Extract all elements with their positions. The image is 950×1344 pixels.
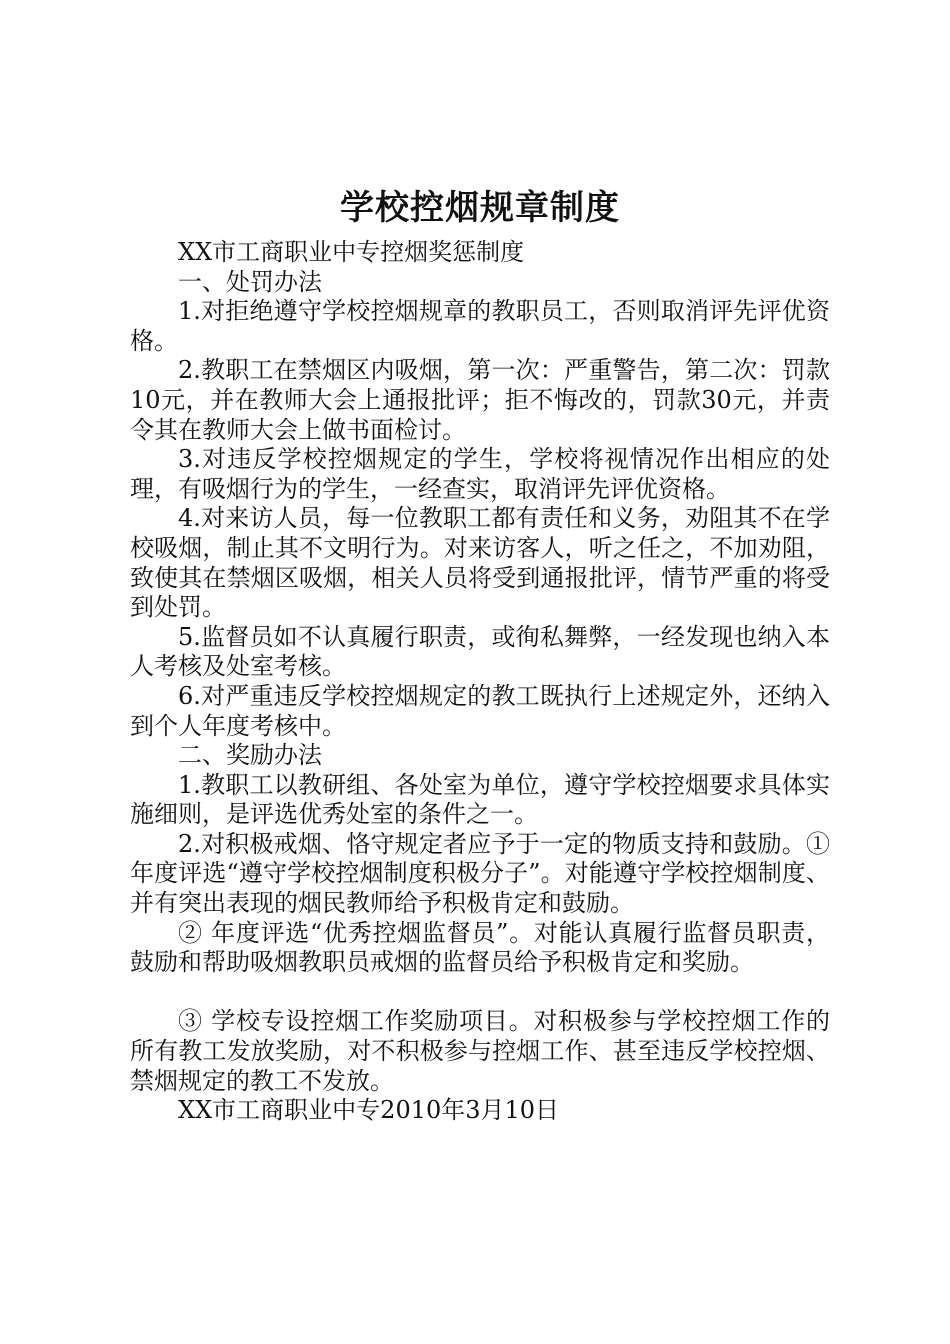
- penalty-item-6: 6.对严重违反学校控烟规定的教工既执行上述规定外，还纳入到个人年度考核中。: [130, 681, 830, 740]
- document-title: 学校控烟规章制度: [340, 188, 620, 228]
- document-page: [130, 178, 830, 1126]
- section-heading-rewards: 二、奖励办法: [178, 741, 322, 770]
- section-heading-penalties: 一、处罚办法: [178, 267, 322, 296]
- penalty-item-4: 4.对来访人员，每一位教职工都有责任和义务，劝阻其不在学校吸烟，制止其不文明行为。对来访客人，听之任之，不加劝阻，致使其在禁烟区吸烟，相关人员将受到通报批评，情节严重的将受到处罚。: [130, 504, 830, 622]
- reward-item-2: 2.对积极戒烟、恪守规定者应予于一定的物质支持和鼓励。①年度评选“遵守学校控烟制度积极分子”。对能遵守学校控烟制度、并有突出表现的烟民教师给予积极肯定和鼓励。: [130, 829, 830, 918]
- penalty-item-1: 1.对拒绝遵守学校控烟规章的教职员工，否则取消评先评优资格。: [130, 297, 830, 355]
- penalty-item-2: 2.教职工在禁烟区内吸烟，第一次：严重警告，第二次：罚款10元，并在教师大会上通报批评；拒不悔改的，罚款30元，并责令其在教师大会上做书面检讨。: [130, 356, 830, 444]
- blank-line: [130, 978, 830, 1008]
- penalty-item-5: 5.监督员如不认真履行职责，或徇私舞弊，一经发现也纳入本人考核及处室考核。: [130, 622, 830, 681]
- penalty-item-3: 3.对违反学校控烟规定的学生，学校将视情况作出相应的处理，有吸烟行为的学生，一经查实，取消评先评优资格。: [130, 445, 830, 503]
- doc-subtitle: XX市工商职业中专控烟奖惩制度: [178, 238, 525, 266]
- reward-item-2c: ③ 学校专设控烟工作奖励项目。对积极参与学校控烟工作的所有教工发放奖励，对不积极参与控烟工作、甚至违反学校控烟、禁烟规定的教工不发放。: [130, 1007, 830, 1095]
- reward-item-2b: ② 年度评选“优秀控烟监督员”。对能认真履行监督员职责，鼓励和帮助吸烟教职员戒烟的监督员给予积极肯定和奖励。: [130, 918, 830, 977]
- reward-item-1: 1.教职工以教研组、各处室为单位，遵守学校控烟要求具体实施细则，是评选优秀处室的条件之一。: [130, 770, 830, 829]
- signature-date: XX市工商职业中专2010年3月10日: [178, 1096, 560, 1125]
